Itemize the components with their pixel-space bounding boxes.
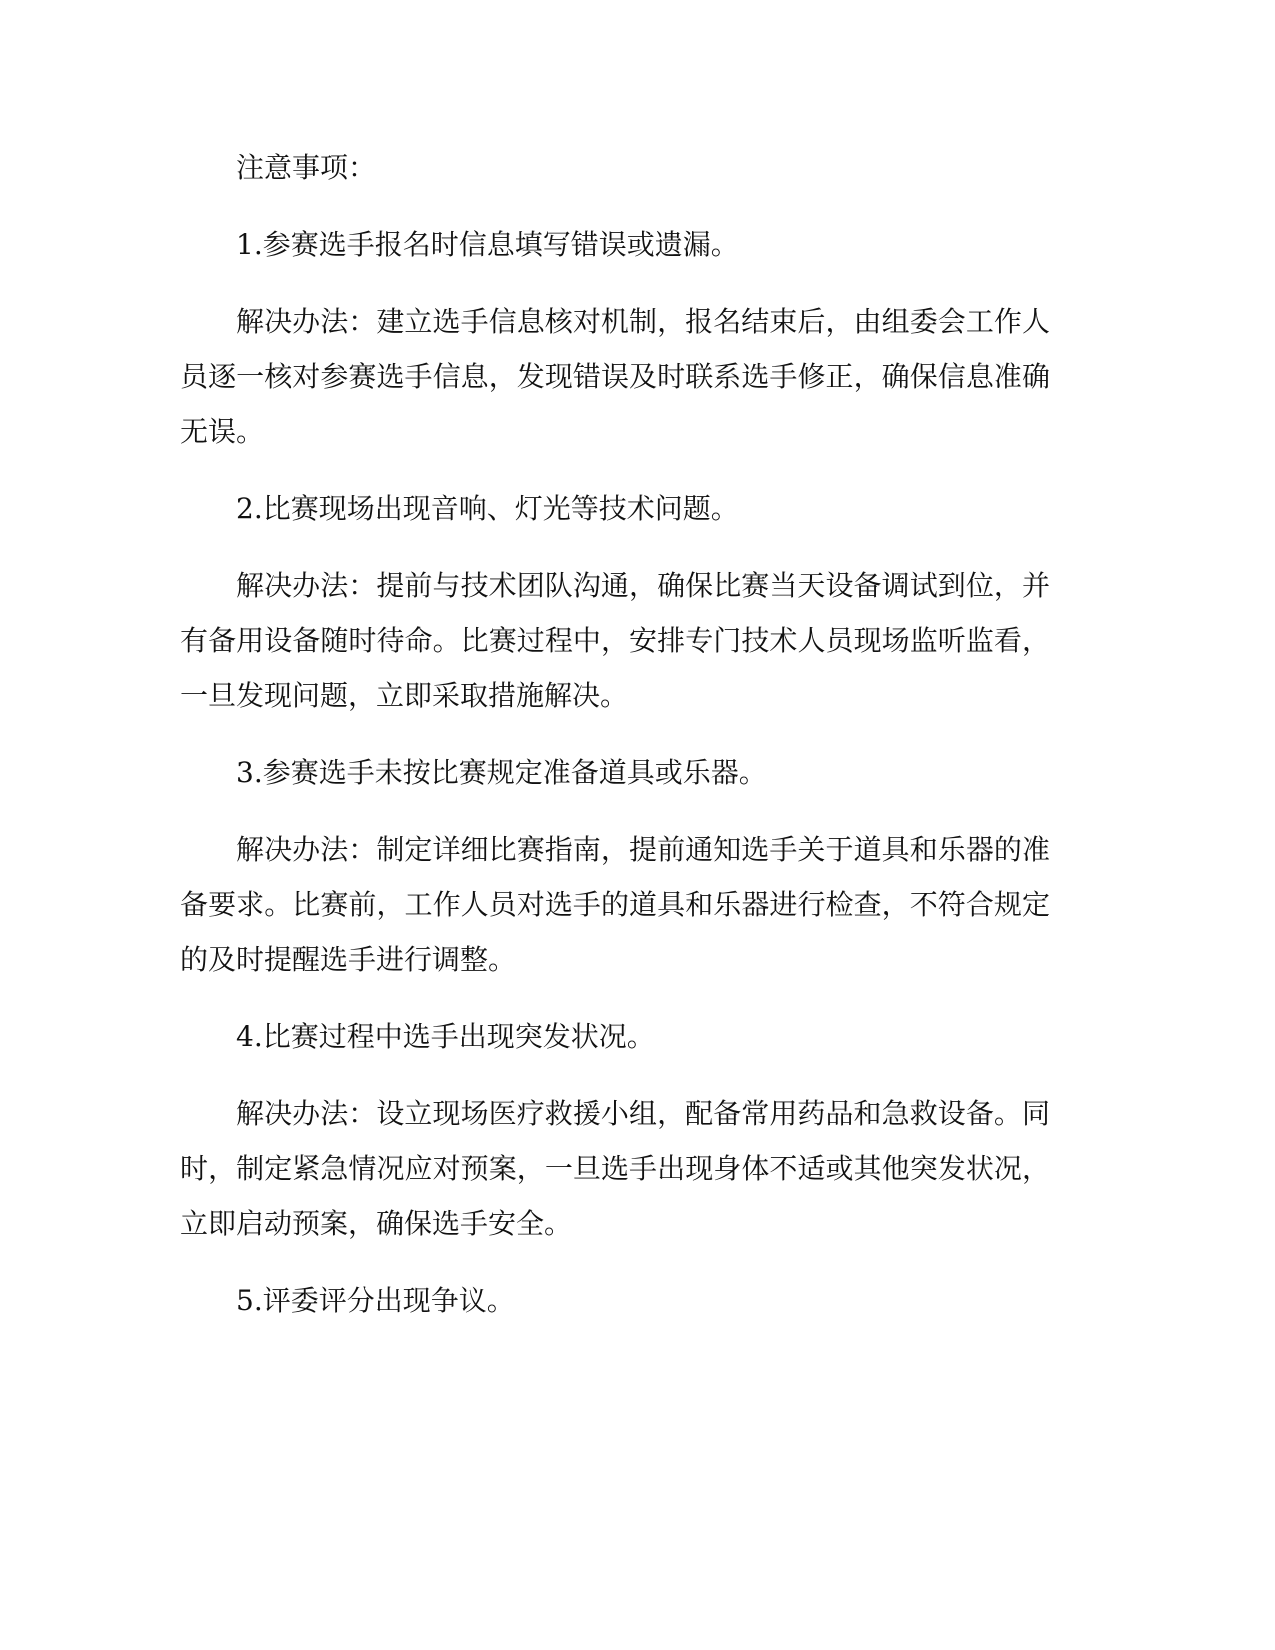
document-body [180, 140, 1050, 1350]
solution-3: 解决办法：制定详细比赛指南，提前通知选手关于道具和乐器的准备要求。比赛前，工作人员对选手的道具和乐器进行检查，不符合规定的及时提醒选手进行调整。 [180, 833, 1050, 976]
issue-2: 2.比赛现场出现音响、灯光等技术问题。 [236, 492, 739, 525]
solution-1: 解决办法：建立选手信息核对机制，报名结束后，由组委会工作人员逐一核对参赛选手信息，发现错误及时联系选手修正，确保信息准确无误。 [180, 305, 1050, 448]
solution-2: 解决办法：提前与技术团队沟通，确保比赛当天设备调试到位，并有备用设备随时待命。比赛过程中，安排专门技术人员现场监听监看，一旦发现问题，立即采取措施解决。 [180, 569, 1050, 712]
issue-1: 1.参赛选手报名时信息填写错误或遗漏。 [236, 228, 739, 261]
section-heading: 注意事项： [236, 151, 377, 184]
issue-5: 5.评委评分出现争议。 [236, 1284, 515, 1317]
issue-4: 4.比赛过程中选手出现突发状况。 [236, 1020, 655, 1053]
issue-3: 3.参赛选手未按比赛规定准备道具或乐器。 [236, 756, 767, 789]
solution-4: 解决办法：设立现场医疗救援小组，配备常用药品和急救设备。同时，制定紧急情况应对预案，一旦选手出现身体不适或其他突发状况，立即启动预案，确保选手安全。 [180, 1097, 1050, 1240]
